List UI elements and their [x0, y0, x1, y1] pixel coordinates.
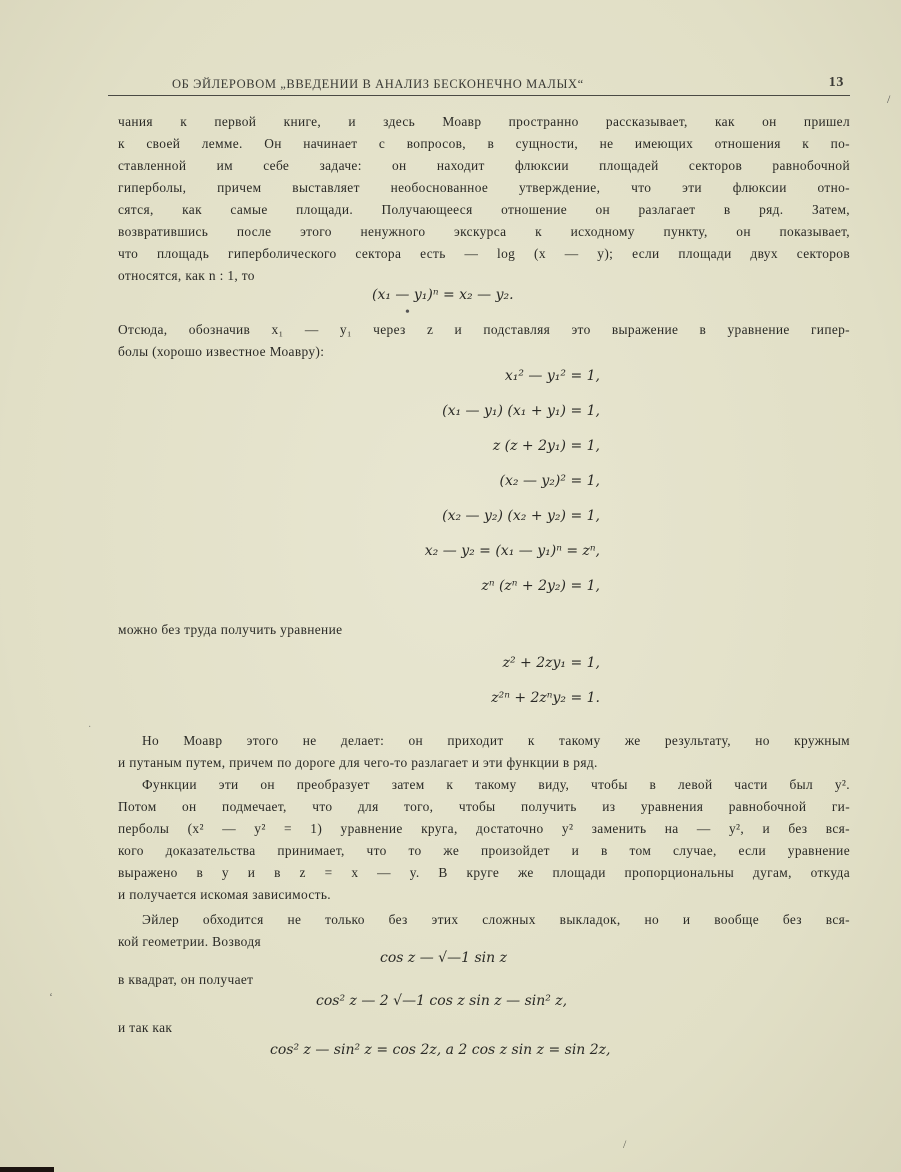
- equation: z (z + 2y₁) = 1,: [492, 438, 600, 454]
- equation: cos² z — sin² z = cos 2z, а 2 cos z sin z = sin 2z,: [270, 1042, 611, 1058]
- running-header: [118, 74, 850, 96]
- text-line: болы (хорошо известное Моавру):: [118, 344, 325, 359]
- text-line: и путаным путем, причем по дороге для чего-то разлагает и эти функции в ряд.: [118, 755, 598, 770]
- text-line: возвратившись после этого ненужного экскурса к исходному пункту, он показывает,: [118, 224, 850, 239]
- running-title: ОБ ЭЙЛЕРОВОМ „ВВЕДЕНИИ В АНАЛИЗ БЕСКОНЕЧНО МАЛЫХ“: [172, 77, 584, 91]
- text-line: можно без труда получить уравнение: [118, 622, 343, 637]
- equation: x₂ — y₂ = (x₁ — y₁)ⁿ = zⁿ,: [424, 543, 600, 559]
- text-line: Потом он подмечает, что для того, чтобы получить из уравнения равнобочной ги-: [118, 799, 850, 814]
- text-line: Отсюда, обозначив x₁ — y₁ через z и подставляя это выражение в уравнение гипер-: [118, 322, 850, 337]
- page-number: 13: [828, 75, 844, 90]
- equation: z²ⁿ + 2zⁿy₂ = 1.: [491, 690, 600, 706]
- equation: x₁² — y₁² = 1,: [504, 368, 600, 384]
- text-line: что площадь гиперболического сектора есть — log (x — y); если площади двух секторов: [118, 246, 850, 261]
- header-rule: [108, 95, 850, 96]
- text-line: Функции эти он преобразует затем к такому виду, чтобы в левой части был y².: [142, 777, 850, 792]
- text-line: перболы (x² — y² = 1) уравнение круга, достаточно y² заменить на — y², и без вся-: [118, 821, 850, 836]
- margin-speck: ·: [88, 722, 92, 733]
- equation: cos z — √—1 sin z: [380, 950, 507, 966]
- equation: z² + 2zy₁ = 1,: [502, 655, 600, 671]
- text-line: Но Моавр этого не делает: он приходит к такому же результату, но кружным: [142, 733, 850, 748]
- text-line: в квадрат, он получает: [118, 972, 254, 987]
- text-line: кого доказательства принимает, что то же произойдет и в том случае, если уравнение: [118, 843, 850, 858]
- text-line: сятся, как самые площади. Получающееся отношение он разлагает в ряд. Затем,: [118, 202, 850, 217]
- text-line: выражено в y и в z = x — y. В круге же площади пропорциональны дугам, откуда: [118, 865, 850, 880]
- text-line: Эйлер обходится не только без этих сложных выкладок, но и вообще без вся-: [142, 912, 850, 927]
- equation: (x₂ — y₂) (x₂ + y₂) = 1,: [442, 508, 600, 524]
- text-line: чания к первой книге, и здесь Моавр пространно рассказывает, как он пришел: [118, 114, 850, 129]
- margin-mark: /: [623, 1137, 627, 1151]
- scan-edge: [0, 1167, 54, 1172]
- equation: (x₁ — y₁) (x₁ + y₁) = 1,: [442, 403, 600, 419]
- text-line: к своей лемме. Он начинает с вопросов, в сущности, не имеющих отношения к по-: [118, 136, 850, 151]
- margin-mark: /: [887, 92, 891, 106]
- equation: (x₂ — y₂)² = 1,: [499, 473, 600, 489]
- equation: cos² z — 2 √—1 cos z sin z — sin² z,: [316, 993, 568, 1009]
- text-line: и получается искомая зависимость.: [118, 887, 332, 902]
- margin-mark: ‘: [49, 990, 53, 1004]
- text-line: ставленной им себе задаче: он находит флюксии площадей секторов равнобочной: [118, 158, 850, 173]
- equation: (x₁ — y₁)ⁿ = x₂ — y₂.: [372, 287, 514, 303]
- text-line: и так как: [118, 1020, 173, 1035]
- equation: zⁿ (zⁿ + 2y₂) = 1,: [481, 578, 600, 594]
- ink-dot: •: [405, 305, 410, 320]
- text-line: относятся, как n : 1, то: [118, 268, 255, 283]
- text-line: кой геометрии. Возводя: [118, 934, 262, 949]
- text-line: гиперболы, причем выставляет необоснованное утверждение, что эти флюксии отно-: [118, 180, 850, 195]
